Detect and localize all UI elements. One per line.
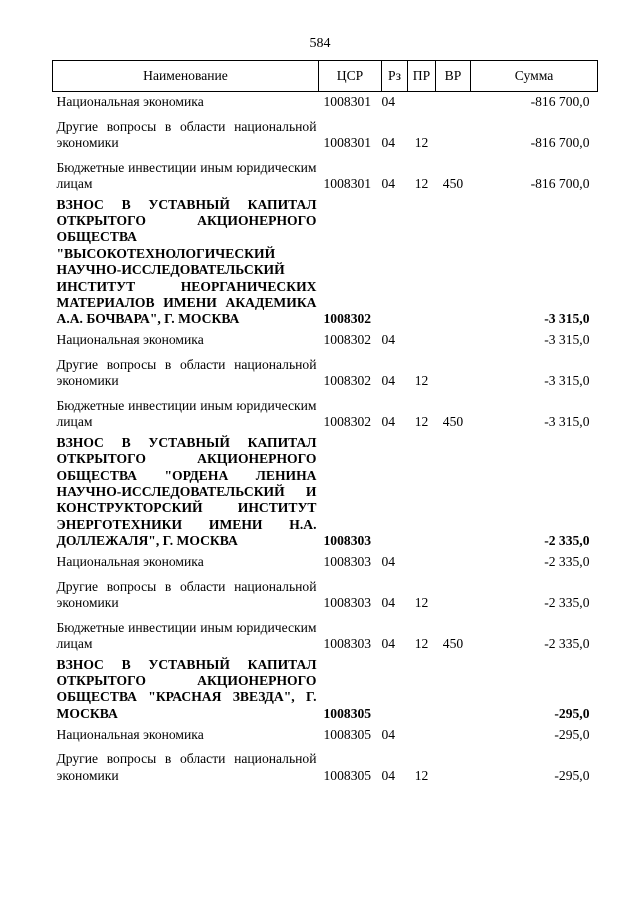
- row-csr: 1008302: [323, 373, 372, 389]
- row-pr: [408, 552, 436, 573]
- table-row-section: [53, 655, 598, 725]
- table-row: [53, 113, 598, 154]
- row-rz: 04: [381, 636, 396, 652]
- row-vr: [436, 330, 471, 351]
- row-name: ВЗНОС В УСТАВНЫЙ КАПИТАЛ ОТКРЫТОГО АКЦИОНЕРНОГО ОБЩЕСТВА "ОРДЕНА ЛЕНИНА НАУЧНО-ИССЛЕДОВАТЕЛЬСКИЙ И КОНСТРУКТОРСКИЙ ИНСТИТУТ ЭНЕРГОТЕХНИКИ ИМЕНИ Н.А. ДОЛЛЕЖАЛЯ", Г. МОСКВА: [56, 434, 317, 549]
- row-rz: 04: [381, 554, 396, 570]
- row-csr: 1008301: [323, 135, 372, 151]
- row-name: Бюджетные инвестиции иным юридическим лицам: [56, 397, 317, 430]
- table-row: [53, 552, 598, 573]
- row-name: Национальная экономика: [56, 94, 204, 110]
- row-csr: 1008305: [323, 726, 372, 742]
- row-csr: 1008303: [323, 533, 372, 549]
- row-csr: 1008303: [323, 636, 372, 652]
- row-vr: [436, 724, 471, 745]
- row-name: Национальная экономика: [56, 726, 204, 742]
- row-rz: [382, 433, 408, 552]
- table-row-section: [53, 433, 598, 552]
- row-pr: [408, 195, 436, 330]
- row-vr: [436, 573, 471, 614]
- row-vr: [436, 655, 471, 725]
- row-vr: 450: [442, 636, 464, 652]
- row-rz: 04: [381, 94, 396, 110]
- row-name: Национальная экономика: [56, 554, 204, 570]
- row-name: ВЗНОС В УСТАВНЫЙ КАПИТАЛ ОТКРЫТОГО АКЦИОНЕРНОГО ОБЩЕСТВА "ВЫСОКОТЕХНОЛОГИЧЕСКИЙ НАУЧНО-ИССЛЕДОВАТЕЛЬСКИЙ ИНСТИТУТ НЕОРГАНИЧЕСКИХ МАТЕРИАЛОВ ИМЕНИ АКАДЕМИКА А.А. БОЧВАРА", Г. МОСКВА: [56, 196, 317, 327]
- row-csr: 1008302: [323, 414, 372, 430]
- row-name: Другие вопросы в области национальной экономики: [56, 578, 317, 611]
- row-pr: [408, 655, 436, 725]
- row-sum: -2 335,0: [544, 554, 590, 570]
- row-sum: -3 315,0: [544, 332, 590, 348]
- row-vr: [436, 351, 471, 392]
- header-vr: ВР: [436, 61, 471, 92]
- row-sum: -3 315,0: [544, 373, 590, 389]
- row-vr: [436, 113, 471, 154]
- table-row: [53, 392, 598, 433]
- row-csr: 1008301: [323, 176, 372, 192]
- row-csr: 1008301: [323, 94, 372, 110]
- row-pr: 12: [414, 176, 429, 192]
- row-pr: 12: [414, 636, 429, 652]
- row-sum: -2 335,0: [544, 595, 590, 611]
- row-csr: 1008305: [323, 767, 372, 783]
- row-pr: 12: [414, 373, 429, 389]
- row-csr: 1008302: [323, 332, 372, 348]
- budget-table: [52, 60, 598, 786]
- row-vr: [436, 745, 471, 786]
- table-body: [53, 92, 598, 787]
- row-sum: -2 335,0: [544, 636, 590, 652]
- table-row: [53, 745, 598, 786]
- header-sum: Сумма: [471, 61, 598, 92]
- row-vr: [436, 195, 471, 330]
- row-name: Бюджетные инвестиции иным юридическим лицам: [56, 159, 317, 192]
- row-name: Национальная экономика: [56, 332, 204, 348]
- row-vr: [436, 92, 471, 113]
- header-csr: ЦСР: [319, 61, 382, 92]
- row-rz: 04: [381, 595, 396, 611]
- row-rz: 04: [381, 332, 396, 348]
- table-row: [53, 154, 598, 195]
- row-sum: -816 700,0: [530, 94, 590, 110]
- row-rz: 04: [381, 767, 396, 783]
- page-number: 584: [309, 36, 331, 51]
- row-pr: [408, 92, 436, 113]
- row-sum: -2 335,0: [544, 533, 590, 549]
- row-pr: 12: [414, 767, 429, 783]
- table-header: [53, 61, 598, 92]
- row-sum: -295,0: [554, 767, 590, 783]
- row-name: ВЗНОС В УСТАВНЫЙ КАПИТАЛ ОТКРЫТОГО АКЦИОНЕРНОГО ОБЩЕСТВА "КРАСНАЯ ЗВЕЗДА", Г. МОСКВА: [56, 656, 317, 721]
- row-sum: -816 700,0: [530, 135, 590, 151]
- row-vr: [436, 433, 471, 552]
- header-rz: Рз: [382, 61, 408, 92]
- row-csr: 1008305: [323, 705, 372, 721]
- table-row-section: [53, 195, 598, 330]
- row-sum: -3 315,0: [544, 414, 590, 430]
- row-csr: 1008303: [323, 554, 372, 570]
- row-csr: 1008302: [323, 311, 372, 327]
- row-pr: 12: [414, 135, 429, 151]
- row-rz: 04: [381, 726, 396, 742]
- table-row: [53, 92, 598, 113]
- row-vr: 450: [442, 414, 464, 430]
- header-name: Наименование: [53, 61, 319, 92]
- row-pr: [408, 724, 436, 745]
- header-pr: ПР: [408, 61, 436, 92]
- table-row: [53, 614, 598, 655]
- row-vr: 450: [442, 176, 464, 192]
- row-sum: -3 315,0: [544, 311, 590, 327]
- row-vr: [436, 552, 471, 573]
- row-rz: 04: [381, 373, 396, 389]
- row-rz: 04: [381, 176, 396, 192]
- row-csr: 1008303: [323, 595, 372, 611]
- row-sum: -816 700,0: [530, 176, 590, 192]
- table-row: [53, 573, 598, 614]
- row-name: Другие вопросы в области национальной экономики: [56, 118, 317, 151]
- row-pr: [408, 433, 436, 552]
- row-name: Другие вопросы в области национальной экономики: [56, 751, 317, 783]
- row-rz: [382, 195, 408, 330]
- row-rz: [382, 655, 408, 725]
- row-pr: 12: [414, 595, 429, 611]
- table-row: [53, 724, 598, 745]
- row-sum: -295,0: [554, 726, 590, 742]
- row-rz: 04: [381, 135, 396, 151]
- row-pr: [408, 330, 436, 351]
- row-sum: -295,0: [554, 705, 590, 721]
- table-row: [53, 351, 598, 392]
- row-pr: 12: [414, 414, 429, 430]
- table-row: [53, 330, 598, 351]
- row-name: Бюджетные инвестиции иным юридическим лицам: [56, 619, 317, 652]
- row-name: Другие вопросы в области национальной экономики: [56, 356, 317, 389]
- row-rz: 04: [381, 414, 396, 430]
